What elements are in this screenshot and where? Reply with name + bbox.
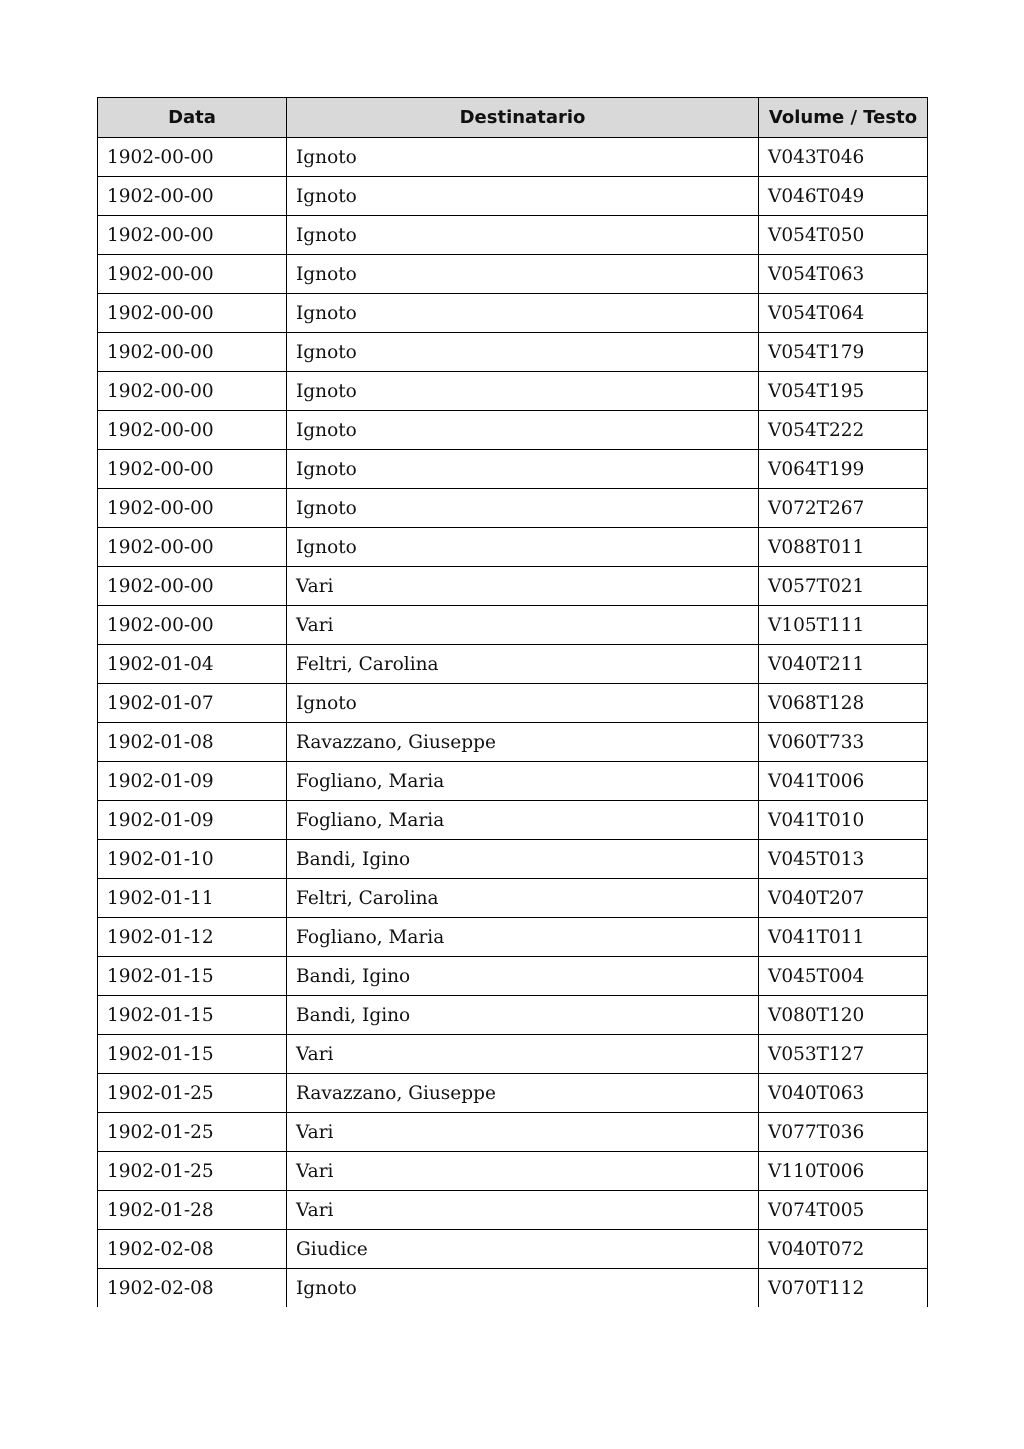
table-row (98, 918, 928, 957)
cell-date: 1902-01-11 (98, 879, 287, 918)
cell-date: 1902-00-00 (98, 489, 287, 528)
cell-volume: V064T199 (759, 450, 928, 489)
table-row (98, 255, 928, 294)
cell-date: 1902-00-00 (98, 411, 287, 450)
cell-volume: V040T211 (759, 645, 928, 684)
cell-date: 1902-02-08 (98, 1269, 287, 1308)
table-row (98, 996, 928, 1035)
column-header-recipient: Destinatario (287, 98, 759, 138)
header-row (98, 98, 928, 138)
table-row (98, 606, 928, 645)
table-body (98, 138, 928, 1308)
cell-volume: V088T011 (759, 528, 928, 567)
cell-recipient: Vari (287, 606, 759, 645)
cell-date: 1902-00-00 (98, 216, 287, 255)
cell-volume: V045T004 (759, 957, 928, 996)
table-row (98, 1191, 928, 1230)
cell-date: 1902-01-25 (98, 1152, 287, 1191)
table-row (98, 684, 928, 723)
table-row (98, 1152, 928, 1191)
cell-date: 1902-01-25 (98, 1113, 287, 1152)
table-row (98, 723, 928, 762)
cell-recipient: Fogliano, Maria (287, 762, 759, 801)
cell-volume: V072T267 (759, 489, 928, 528)
cell-volume: V054T195 (759, 372, 928, 411)
cell-date: 1902-00-00 (98, 528, 287, 567)
cell-recipient: Ignoto (287, 411, 759, 450)
table-row (98, 645, 928, 684)
cell-date: 1902-00-00 (98, 372, 287, 411)
cell-recipient: Vari (287, 1152, 759, 1191)
cell-volume: V041T006 (759, 762, 928, 801)
cell-recipient: Ignoto (287, 1269, 759, 1308)
table-row (98, 333, 928, 372)
cell-date: 1902-01-09 (98, 801, 287, 840)
table-row (98, 567, 928, 606)
cell-recipient: Vari (287, 1113, 759, 1152)
cell-date: 1902-00-00 (98, 567, 287, 606)
table-row (98, 1269, 928, 1308)
cell-recipient: Feltri, Carolina (287, 879, 759, 918)
cell-volume: V080T120 (759, 996, 928, 1035)
cell-recipient: Vari (287, 1191, 759, 1230)
cell-volume: V054T064 (759, 294, 928, 333)
cell-volume: V043T046 (759, 138, 928, 177)
cell-recipient: Bandi, Igino (287, 840, 759, 879)
cell-date: 1902-00-00 (98, 294, 287, 333)
cell-volume: V054T179 (759, 333, 928, 372)
table-row (98, 489, 928, 528)
cell-recipient: Ignoto (287, 684, 759, 723)
cell-date: 1902-00-00 (98, 138, 287, 177)
cell-volume: V054T222 (759, 411, 928, 450)
cell-date: 1902-01-07 (98, 684, 287, 723)
cell-date: 1902-01-15 (98, 957, 287, 996)
cell-date: 1902-01-12 (98, 918, 287, 957)
table-row (98, 216, 928, 255)
cell-recipient: Bandi, Igino (287, 957, 759, 996)
cell-volume: V040T207 (759, 879, 928, 918)
cell-recipient: Vari (287, 1035, 759, 1074)
cell-recipient: Feltri, Carolina (287, 645, 759, 684)
cell-date: 1902-00-00 (98, 255, 287, 294)
table-row (98, 801, 928, 840)
cell-recipient: Ignoto (287, 333, 759, 372)
cell-date: 1902-00-00 (98, 333, 287, 372)
cell-date: 1902-01-08 (98, 723, 287, 762)
table-row (98, 177, 928, 216)
cell-date: 1902-01-09 (98, 762, 287, 801)
cell-recipient: Ravazzano, Giuseppe (287, 723, 759, 762)
cell-date: 1902-01-15 (98, 996, 287, 1035)
cell-volume: V068T128 (759, 684, 928, 723)
cell-date: 1902-01-25 (98, 1074, 287, 1113)
cell-recipient: Ignoto (287, 489, 759, 528)
cell-recipient: Ignoto (287, 528, 759, 567)
cell-recipient: Ignoto (287, 177, 759, 216)
cell-volume: V040T063 (759, 1074, 928, 1113)
table-row (98, 840, 928, 879)
cell-volume: V046T049 (759, 177, 928, 216)
table-row (98, 294, 928, 333)
cell-date: 1902-01-04 (98, 645, 287, 684)
cell-volume: V057T021 (759, 567, 928, 606)
cell-recipient: Bandi, Igino (287, 996, 759, 1035)
cell-recipient: Ignoto (287, 138, 759, 177)
table-row (98, 879, 928, 918)
table-row (98, 528, 928, 567)
table-row (98, 138, 928, 177)
cell-recipient: Ignoto (287, 255, 759, 294)
cell-volume: V060T733 (759, 723, 928, 762)
table-row (98, 411, 928, 450)
letters-table (97, 97, 928, 1307)
cell-date: 1902-00-00 (98, 450, 287, 489)
table-row (98, 1035, 928, 1074)
cell-volume: V074T005 (759, 1191, 928, 1230)
cell-recipient: Fogliano, Maria (287, 918, 759, 957)
cell-recipient: Ignoto (287, 372, 759, 411)
cell-volume: V110T006 (759, 1152, 928, 1191)
cell-volume: V054T063 (759, 255, 928, 294)
cell-volume: V041T011 (759, 918, 928, 957)
cell-date: 1902-01-10 (98, 840, 287, 879)
cell-date: 1902-01-15 (98, 1035, 287, 1074)
cell-volume: V105T111 (759, 606, 928, 645)
cell-date: 1902-01-28 (98, 1191, 287, 1230)
column-header-volume: Volume / Testo (759, 98, 928, 138)
cell-date: 1902-00-00 (98, 606, 287, 645)
table-row (98, 957, 928, 996)
table-row (98, 762, 928, 801)
cell-date: 1902-02-08 (98, 1230, 287, 1269)
table-row (98, 1074, 928, 1113)
cell-volume: V053T127 (759, 1035, 928, 1074)
cell-volume: V045T013 (759, 840, 928, 879)
table-row (98, 372, 928, 411)
cell-recipient: Ravazzano, Giuseppe (287, 1074, 759, 1113)
cell-recipient: Ignoto (287, 294, 759, 333)
cell-volume: V070T112 (759, 1269, 928, 1308)
cell-recipient: Giudice (287, 1230, 759, 1269)
cell-volume: V040T072 (759, 1230, 928, 1269)
column-header-date: Data (98, 98, 287, 138)
cell-date: 1902-00-00 (98, 177, 287, 216)
table-row (98, 1230, 928, 1269)
cell-volume: V077T036 (759, 1113, 928, 1152)
table-row (98, 450, 928, 489)
table-row (98, 1113, 928, 1152)
cell-recipient: Vari (287, 567, 759, 606)
cell-volume: V041T010 (759, 801, 928, 840)
cell-volume: V054T050 (759, 216, 928, 255)
cell-recipient: Fogliano, Maria (287, 801, 759, 840)
table-header (98, 98, 928, 138)
cell-recipient: Ignoto (287, 450, 759, 489)
cell-recipient: Ignoto (287, 216, 759, 255)
